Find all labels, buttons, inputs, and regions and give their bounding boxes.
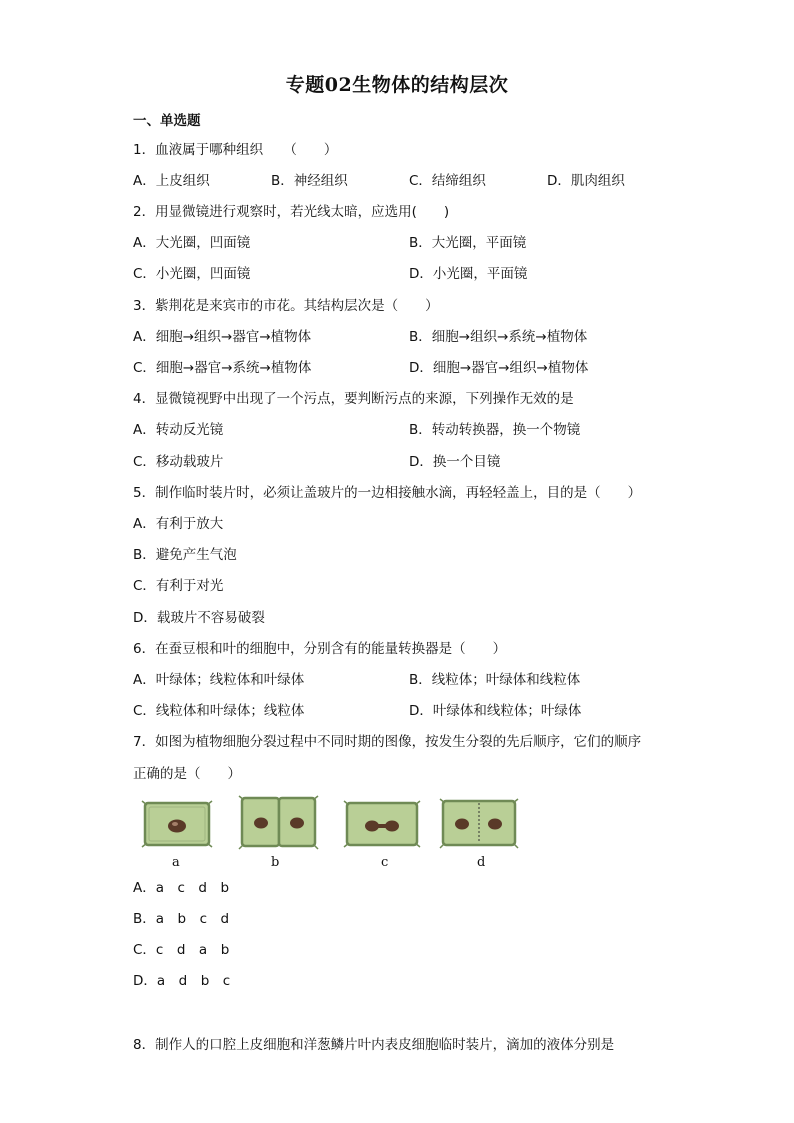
q2-option-a: A．大光圈，凹面镜 — [133, 235, 251, 251]
question-4-stem: 4．显微镜视野中出现了一个污点，要判断污点的来源，下列操作无效的是 — [133, 391, 574, 407]
q5-option-d: D．载玻片不容易破裂 — [133, 610, 265, 626]
q7-option-c: C．c d a b — [133, 942, 230, 958]
q4-option-a: A．转动反光镜 — [133, 422, 224, 438]
section-heading: 一、单选题 — [133, 113, 201, 129]
question-6-stem: 6．在蚕豆根和叶的细胞中，分别含有的能量转换器是（ ） — [133, 641, 507, 657]
cell-d — [440, 799, 518, 848]
question-2-stem: 2．用显微镜进行观察时，若光线太暗，应选用( ) — [133, 204, 450, 220]
nucleus-a — [168, 820, 186, 833]
nucleus-b2 — [290, 818, 304, 829]
q2-option-b: B．大光圈，平面镜 — [409, 235, 527, 251]
question-7-stem-line1: 7．如图为植物细胞分裂过程中不同时期的图像，按发生分裂的先后顺序，它们的顺序 — [133, 734, 642, 750]
cell-division-figure — [140, 793, 530, 873]
figure-label-c: c — [381, 855, 389, 870]
q1-option-a: A．上皮组织 — [133, 173, 210, 189]
q2-option-c: C．小光圈，凹面镜 — [133, 266, 251, 282]
nucleus-b1 — [254, 818, 268, 829]
q3-option-b: B．细胞→组织→系统→植物体 — [409, 329, 588, 345]
q5-option-b: B．避免产生气泡 — [133, 547, 237, 563]
q3-option-a: A．细胞→组织→器官→植物体 — [133, 329, 312, 345]
q1-option-c: C．结缔组织 — [409, 173, 486, 189]
q3-option-c: C．细胞→器官→系统→植物体 — [133, 360, 312, 376]
question-8-stem: 8．制作人的口腔上皮细胞和洋葱鳞片叶内表皮细胞临时装片，滴加的液体分别是 — [133, 1037, 615, 1053]
q7-option-d: D．a d b c — [133, 973, 231, 989]
q4-option-d: D．换一个目镜 — [409, 454, 501, 470]
figure-label-b: b — [271, 855, 280, 870]
q4-option-b: B．转动转换器，换一个物镜 — [409, 422, 581, 438]
q7-option-a: A．a c d b — [133, 880, 230, 896]
question-7-stem-line2: 正确的是（ ） — [133, 766, 241, 782]
question-1-stem: 1．血液属于哪种组织 （ ） — [133, 142, 338, 158]
figure-label-a: a — [172, 855, 180, 870]
q4-option-c: C．移动载玻片 — [133, 454, 224, 470]
cell-division-diagram — [140, 793, 530, 855]
q6-option-b: B．线粒体；叶绿体和线粒体 — [409, 672, 581, 688]
q1-option-d: D．肌肉组织 — [547, 173, 625, 189]
nucleus-d2 — [488, 819, 502, 830]
q7-option-b: B．a b c d — [133, 911, 230, 927]
q6-option-c: C．线粒体和叶绿体；线粒体 — [133, 703, 305, 719]
q6-option-a: A．叶绿体；线粒体和叶绿体 — [133, 672, 305, 688]
q2-option-d: D．小光圈，平面镜 — [409, 266, 528, 282]
question-3-stem: 3．紫荆花是来宾市的市花。其结构层次是（ ） — [133, 298, 439, 314]
cell-a — [142, 801, 212, 847]
q5-option-a: A．有利于放大 — [133, 516, 224, 532]
nucleus-d1 — [455, 819, 469, 830]
figure-label-d: d — [477, 855, 486, 870]
q6-option-d: D．叶绿体和线粒体；叶绿体 — [409, 703, 582, 719]
page-title: 专题02生物体的结构层次 — [285, 74, 509, 96]
q3-option-d: D．细胞→器官→组织→植物体 — [409, 360, 589, 376]
cell-c — [344, 801, 420, 847]
cell-b — [239, 796, 318, 849]
q1-option-b: B．神经组织 — [271, 173, 348, 189]
question-5-stem: 5．制作临时装片时，必须让盖玻片的一边相接触水滴，再轻轻盖上，目的是（ ） — [133, 485, 642, 501]
q5-option-c: C．有利于对光 — [133, 578, 224, 594]
